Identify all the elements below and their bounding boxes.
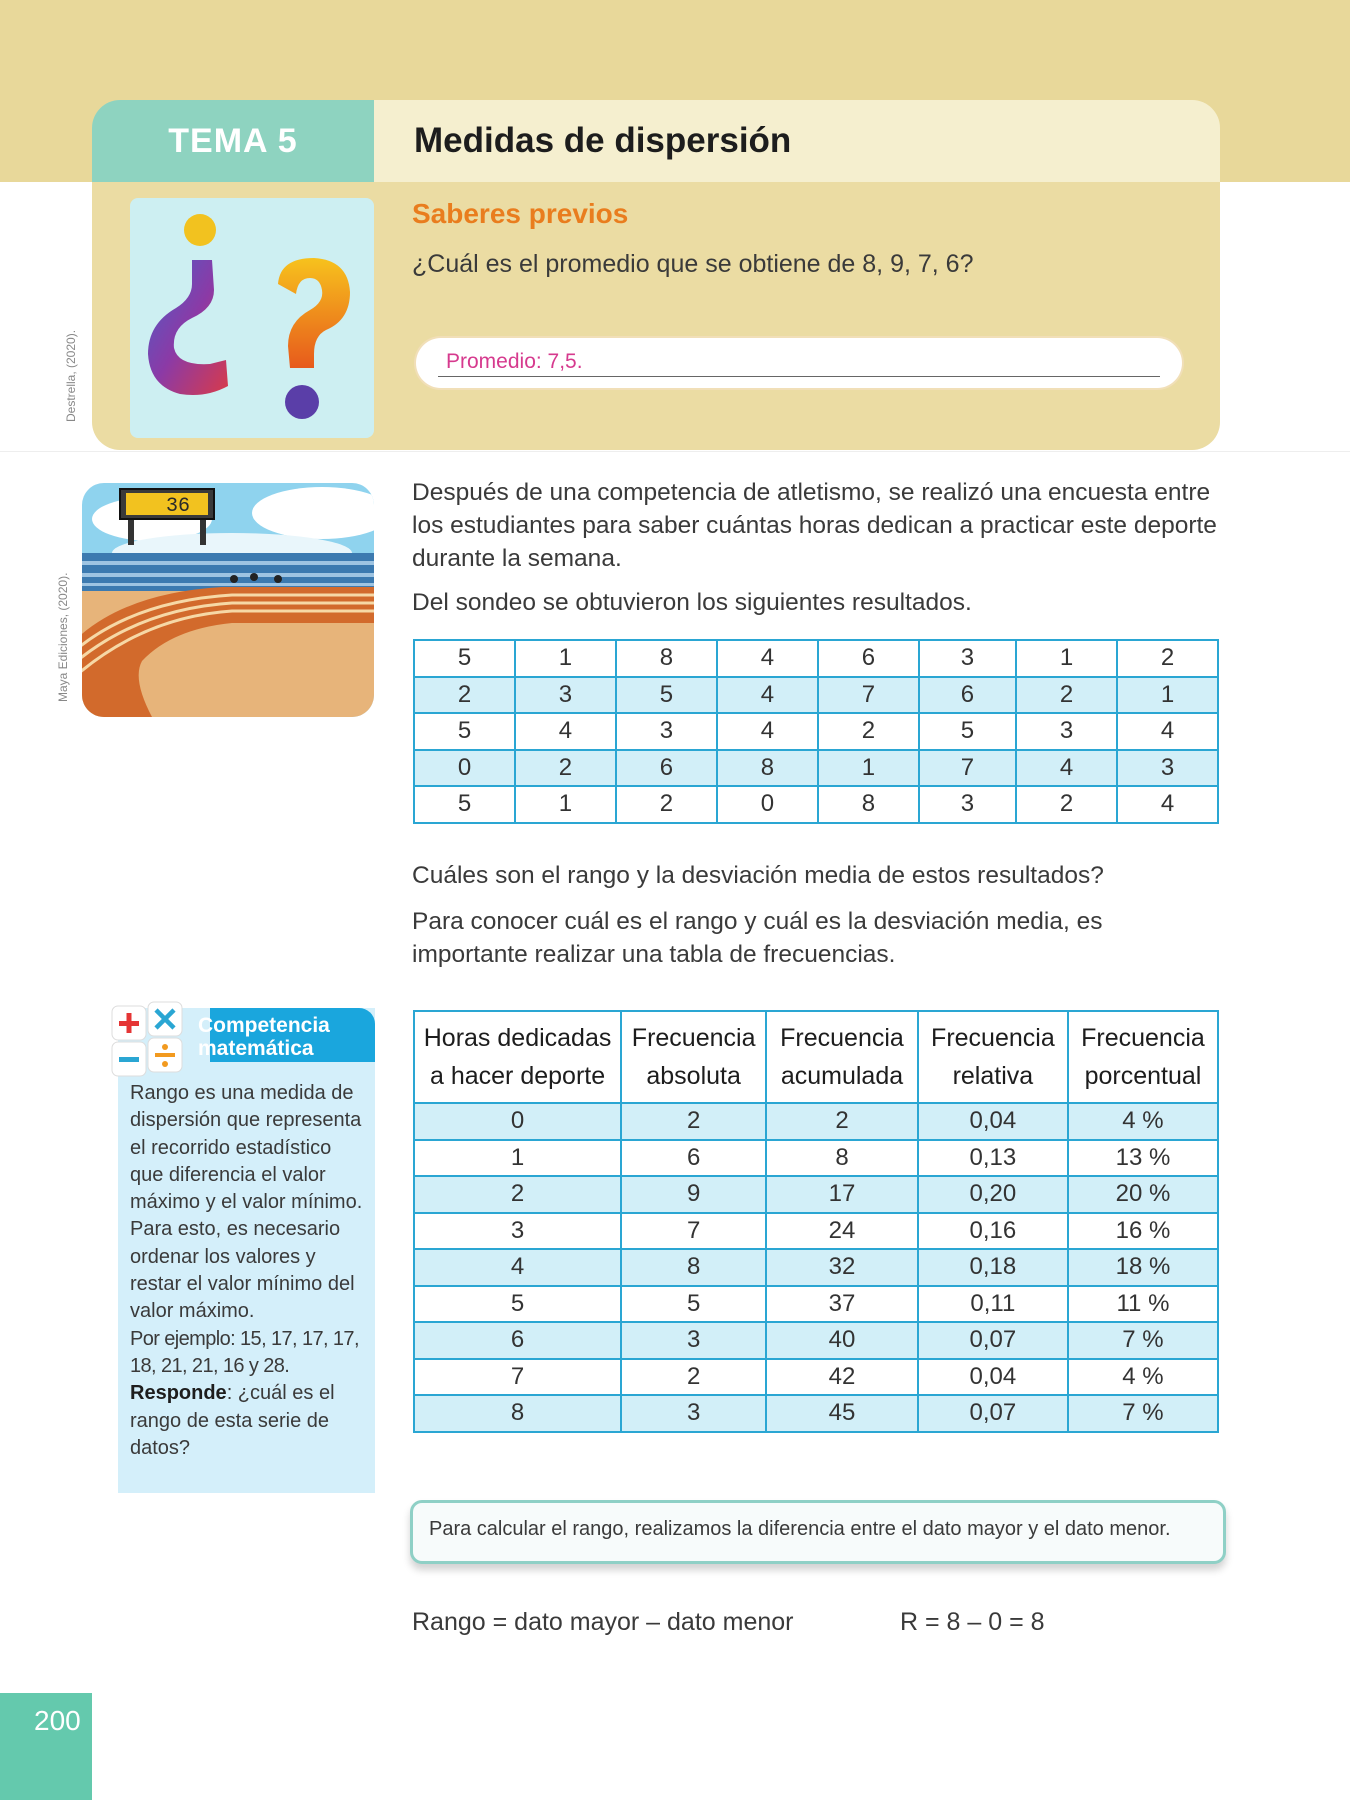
answer-line — [438, 350, 1160, 377]
range-note-text: Para calcular el rango, realizamos la diferencia entre el dato mayor y el dato menor. — [429, 1518, 1171, 1540]
freq-row — [414, 1103, 1218, 1140]
formula-result: R = 8 – 0 = 8 — [900, 1608, 1045, 1636]
freq-cell: 7 — [414, 1359, 621, 1396]
survey-row — [414, 750, 1218, 787]
freq-row — [414, 1249, 1218, 1286]
survey-cell: 6 — [616, 750, 717, 787]
survey-cell: 3 — [1117, 750, 1218, 787]
freq-cell: 24 — [766, 1213, 918, 1250]
freq-cell: 17 — [766, 1176, 918, 1213]
freq-cell: 0,20 — [918, 1176, 1068, 1213]
freq-header — [414, 1011, 621, 1103]
survey-cell: 2 — [1016, 786, 1117, 823]
freq-cell: 0,04 — [918, 1103, 1068, 1140]
sidebar-body — [130, 1080, 370, 1462]
survey-cell: 2 — [1016, 677, 1117, 714]
survey-cell: 2 — [1117, 640, 1218, 677]
freq-cell: 0,18 — [918, 1249, 1068, 1286]
freq-cell: 9 — [621, 1176, 766, 1213]
freq-header — [766, 1011, 918, 1103]
freq-cell: 5 — [414, 1286, 621, 1323]
freq-cell: 45 — [766, 1395, 918, 1432]
freq-cell: 13 % — [1068, 1140, 1218, 1177]
survey-cell: 5 — [919, 713, 1016, 750]
survey-cell: 1 — [515, 640, 616, 677]
freq-cell: 8 — [621, 1249, 766, 1286]
frequency-table — [413, 1010, 1219, 1433]
freq-cell: 0,04 — [918, 1359, 1068, 1396]
survey-cell: 3 — [919, 640, 1016, 677]
survey-cell: 8 — [818, 786, 919, 823]
survey-cell: 4 — [717, 677, 818, 714]
freq-row — [414, 1176, 1218, 1213]
title-bar — [374, 100, 1220, 182]
survey-cell: 5 — [414, 786, 515, 823]
freq-cell: 6 — [414, 1322, 621, 1359]
survey-cell: 6 — [818, 640, 919, 677]
freq-header-line: Horas dedicadas — [423, 1024, 612, 1052]
saberes-question: ¿Cuál es el promedio que se obtiene de 8, 9, 7, 6? — [412, 250, 974, 278]
freq-row — [414, 1322, 1218, 1359]
image-credit-top: Destrella, (2020). — [64, 329, 78, 422]
minus-icon — [119, 1057, 139, 1062]
freq-header-line: Frecuencia — [780, 1024, 904, 1052]
page-title: Medidas de dispersión — [414, 121, 792, 160]
freq-cell: 1 — [414, 1140, 621, 1177]
survey-cell: 5 — [414, 640, 515, 677]
sidebar-title-line2: matemática — [198, 1037, 314, 1060]
freq-header-line: Frecuencia — [1081, 1024, 1205, 1052]
freq-row — [414, 1286, 1218, 1323]
survey-cell: 4 — [717, 640, 818, 677]
survey-cell: 3 — [919, 786, 1016, 823]
freq-header — [918, 1011, 1068, 1103]
page-number: 200 — [0, 1693, 92, 1800]
header-card — [92, 100, 1220, 450]
survey-cell: 8 — [717, 750, 818, 787]
competencia-sidebar — [118, 1008, 375, 1493]
sidebar-title — [198, 1014, 330, 1060]
survey-cell: 2 — [414, 677, 515, 714]
freq-cell: 18 % — [1068, 1249, 1218, 1286]
freq-cell: 3 — [621, 1322, 766, 1359]
freq-row — [414, 1140, 1218, 1177]
freq-cell: 42 — [766, 1359, 918, 1396]
freq-cell: 6 — [621, 1140, 766, 1177]
answer-box — [416, 338, 1182, 388]
tema-label: TEMA 5 — [92, 100, 374, 182]
image-credit-track: Maya Ediciones, (2020). — [56, 572, 70, 702]
freq-header-line: Frecuencia — [631, 1024, 756, 1052]
freq-header-line: relativa — [952, 1062, 1034, 1090]
freq-cell: 32 — [766, 1249, 918, 1286]
survey-row — [414, 713, 1218, 750]
freq-cell: 3 — [414, 1213, 621, 1250]
freq-cell: 3 — [621, 1395, 766, 1432]
freq-header — [621, 1011, 766, 1103]
freq-cell: 37 — [766, 1286, 918, 1323]
survey-cell: 5 — [616, 677, 717, 714]
question-range: Cuáles son el rango y la desviación media de estos resultados? — [412, 862, 1104, 889]
survey-cell: 3 — [1016, 713, 1117, 750]
question-frequency: Para conocer cuál es el rango y cuál es la desviación media, es importante realizar una tabla de frecuencias. — [412, 908, 1103, 968]
intro-paragraph: Después de una competencia de atletismo, se realizó una encuesta entre los estudiantes para saber cuántas horas dedican a practicar este deporte durante la semana. — [412, 479, 1217, 572]
survey-row — [414, 640, 1218, 677]
freq-cell: 8 — [414, 1395, 621, 1432]
freq-header-line: porcentual — [1084, 1062, 1202, 1090]
sidebar-title-line1: Competencia — [198, 1014, 330, 1037]
survey-cell: 2 — [616, 786, 717, 823]
freq-cell: 40 — [766, 1322, 918, 1359]
freq-header-line: acumulada — [780, 1062, 904, 1090]
freq-cell: 11 % — [1068, 1286, 1218, 1323]
freq-cell: 7 % — [1068, 1395, 1218, 1432]
survey-cell: 4 — [717, 713, 818, 750]
freq-header-line: a hacer deporte — [430, 1062, 606, 1090]
freq-row — [414, 1213, 1218, 1250]
freq-cell: 7 % — [1068, 1322, 1218, 1359]
freq-cell: 0,11 — [918, 1286, 1068, 1323]
track-illustration-icon — [82, 483, 374, 717]
survey-cell: 1 — [1016, 640, 1117, 677]
freq-header-line: Frecuencia — [931, 1024, 1055, 1052]
survey-cell: 8 — [616, 640, 717, 677]
survey-cell: 3 — [515, 677, 616, 714]
survey-cell: 4 — [515, 713, 616, 750]
sidebar-responde-label: Responde — [130, 1382, 227, 1405]
freq-cell: 4 % — [1068, 1359, 1218, 1396]
sidebar-example: Por ejemplo: 15, 17, 17, 17, 18, 21, 21, 16 y 28. — [130, 1327, 359, 1377]
freq-header-line: absoluta — [646, 1062, 741, 1090]
survey-cell: 2 — [515, 750, 616, 787]
question-marks-icon — [130, 198, 374, 438]
divider — [0, 451, 1350, 452]
freq-cell: 4 — [414, 1249, 621, 1286]
answer-text: Promedio: 7,5. — [446, 350, 583, 373]
sidebar-definition: Rango es una medida de dispersión que representa el recorrido estadístico que diferencia el valor máximo y el valor mínimo. Para esto, es necesario ordenar los valores y restar el valor mínimo del valor máximo. — [130, 1082, 363, 1323]
freq-cell: 2 — [621, 1103, 766, 1140]
freq-cell: 0,13 — [918, 1140, 1068, 1177]
survey-cell: 4 — [1117, 786, 1218, 823]
survey-cell: 0 — [717, 786, 818, 823]
survey-cell: 0 — [414, 750, 515, 787]
saberes-heading: Saberes previos — [412, 198, 629, 229]
intro-paragraph-2: Del sondeo se obtuvieron los siguientes resultados. — [412, 589, 972, 616]
survey-cell: 1 — [1117, 677, 1218, 714]
survey-cell: 4 — [1117, 713, 1218, 750]
survey-cell: 3 — [616, 713, 717, 750]
freq-row — [414, 1359, 1218, 1396]
freq-cell: 0,16 — [918, 1213, 1068, 1250]
athletics-track-image — [82, 483, 374, 717]
freq-cell: 0,07 — [918, 1395, 1068, 1432]
survey-cell: 7 — [919, 750, 1016, 787]
survey-cell: 7 — [818, 677, 919, 714]
survey-cell: 1 — [818, 750, 919, 787]
survey-row — [414, 677, 1218, 714]
freq-cell: 7 — [621, 1213, 766, 1250]
freq-cell: 2 — [414, 1176, 621, 1213]
freq-header — [1068, 1011, 1218, 1103]
survey-cell: 6 — [919, 677, 1016, 714]
scoreboard-text: 36 — [165, 495, 191, 518]
survey-cell: 2 — [818, 713, 919, 750]
math-operations-icon — [108, 998, 188, 1078]
sidebar-responde-text: : ¿cuál es el rango de esta serie de datos? — [130, 1382, 335, 1459]
survey-row — [414, 786, 1218, 823]
freq-cell: 0 — [414, 1103, 621, 1140]
freq-cell: 4 % — [1068, 1103, 1218, 1140]
range-note-box — [410, 1500, 1226, 1564]
freq-cell: 2 — [766, 1103, 918, 1140]
freq-row — [414, 1395, 1218, 1432]
survey-cell: 1 — [515, 786, 616, 823]
freq-cell: 20 % — [1068, 1176, 1218, 1213]
survey-results-table — [413, 639, 1219, 824]
freq-cell: 8 — [766, 1140, 918, 1177]
freq-cell: 5 — [621, 1286, 766, 1323]
freq-cell: 2 — [621, 1359, 766, 1396]
survey-cell: 4 — [1016, 750, 1117, 787]
survey-cell: 5 — [414, 713, 515, 750]
question-marks-image — [130, 198, 374, 438]
freq-cell: 0,07 — [918, 1322, 1068, 1359]
freq-cell: 16 % — [1068, 1213, 1218, 1250]
formula-definition: Rango = dato mayor – dato menor — [412, 1608, 794, 1636]
